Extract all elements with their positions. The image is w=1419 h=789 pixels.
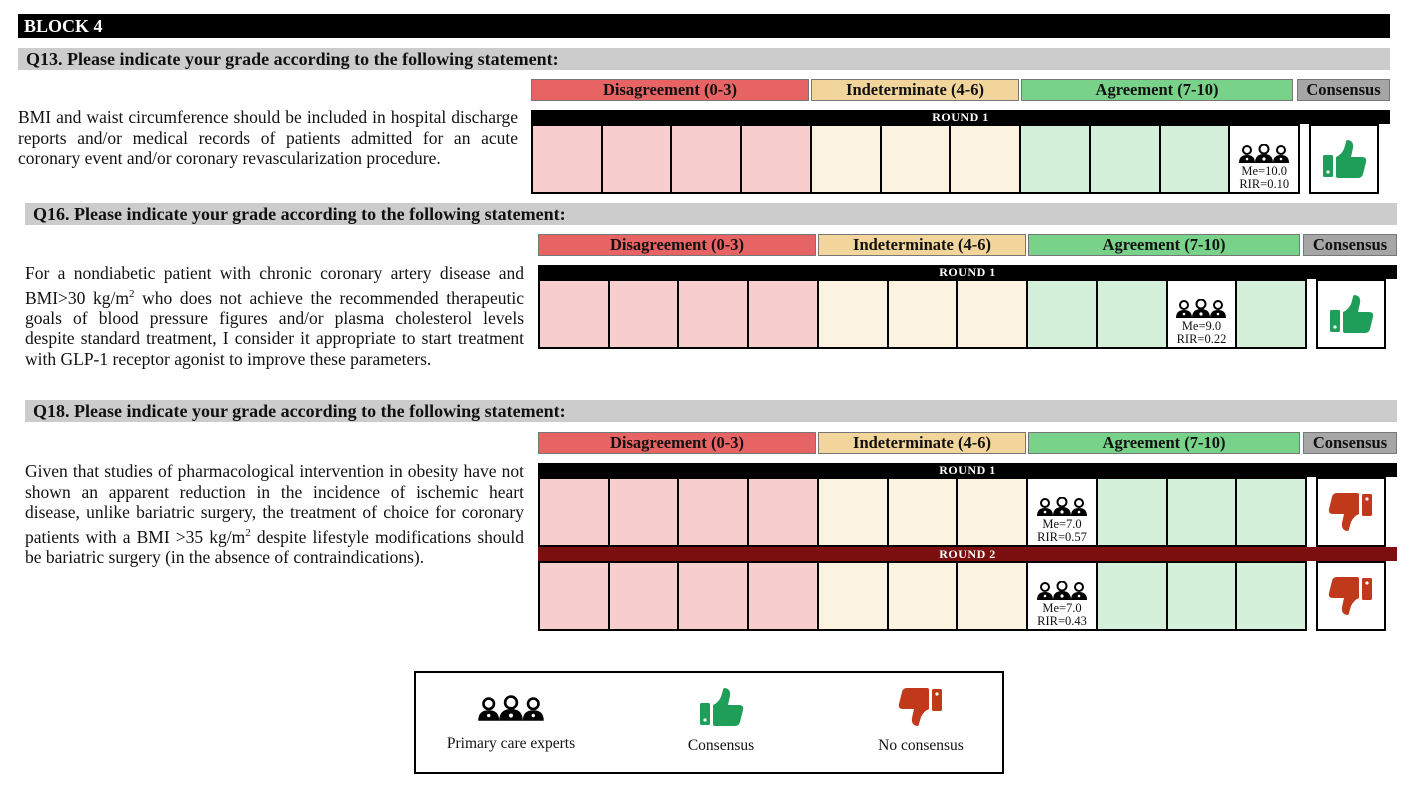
grade-cell (882, 126, 952, 192)
median-cell (1230, 126, 1298, 192)
grade-cell (610, 479, 680, 545)
grade-cell (819, 563, 889, 629)
thumbs-down-icon (1328, 492, 1374, 532)
q13-statement: BMI and waist circumference should be included in hospital discharge reports and/or medical records of patients admitted for an acute coronary event and/or coronary revascularization procedure. (18, 107, 518, 168)
median-value: Me=9.0 (1181, 319, 1222, 333)
q13-round1-bar: ROUND 1 (531, 110, 1390, 124)
grade-cell (610, 563, 680, 629)
q18-agreement-header: Agreement (7-10) (1028, 432, 1300, 454)
median-value: Me=7.0 (1042, 601, 1082, 615)
thumbs-up-icon (1321, 139, 1367, 179)
grade-cell (603, 126, 673, 192)
median-marker (1028, 497, 1096, 543)
grade-cell (819, 281, 889, 347)
grade-cell (672, 126, 742, 192)
median-marker (1028, 581, 1096, 627)
grade-cell (1168, 563, 1238, 629)
grade-cell (749, 479, 819, 545)
grade-cell (679, 479, 749, 545)
grade-cell (1161, 126, 1231, 192)
q13-round1-scale (531, 124, 1300, 194)
q18-disagreement-header: Disagreement (0-3) (538, 432, 816, 454)
grade-cell (951, 126, 1021, 192)
experts-icon (473, 695, 549, 723)
grade-cell (1237, 563, 1305, 629)
q16-round1-scale (538, 279, 1307, 349)
experts-icon (1172, 299, 1230, 319)
thumbs-down-icon (1328, 576, 1374, 616)
thumbs-up-icon (698, 687, 744, 727)
legend-experts-label: Primary care experts (446, 735, 576, 752)
median-value: Me=7.0 (1042, 517, 1082, 531)
q13-indeterminate-header: Indeterminate (4-6) (811, 79, 1019, 101)
grade-cell (540, 479, 610, 545)
q18-round1-no-consensus (1316, 477, 1386, 547)
experts-icon (1033, 497, 1091, 517)
grade-cell (1237, 479, 1305, 545)
q18-round1-bar: ROUND 1 (538, 463, 1397, 477)
grade-cell (1021, 126, 1091, 192)
grade-cell (1098, 479, 1168, 545)
grade-cell (610, 281, 680, 347)
legend-no-consensus (856, 687, 986, 755)
q18-round2-bar: ROUND 2 (538, 547, 1397, 561)
grade-cell (742, 126, 812, 192)
grade-cell (679, 281, 749, 347)
legend-consensus (666, 687, 776, 755)
grade-cell (1098, 281, 1168, 347)
thumbs-up-icon (1328, 294, 1374, 334)
grade-cell (819, 479, 889, 545)
q18-round1-scale (538, 477, 1307, 547)
q16-disagreement-header: Disagreement (0-3) (538, 234, 816, 256)
block-title: BLOCK 4 (18, 14, 1390, 38)
median-cell (1168, 281, 1238, 347)
median-marker (1168, 299, 1236, 345)
q18-round2-no-consensus (1316, 561, 1386, 631)
q18-round2-scale (538, 561, 1307, 631)
q13-round1-consensus (1309, 124, 1379, 194)
grade-cell (889, 563, 959, 629)
grade-cell (958, 479, 1028, 545)
q16-indeterminate-header: Indeterminate (4-6) (818, 234, 1026, 256)
q16-statement: For a nondiabetic patient with chronic coronary artery disease and BMI>30 $kg/m^2$ who does not achieve the recommended therapeutic goals of blood pressure figures and/or plasma cholesterol levels despite standard treatment, I consider it appropriate to start treatment with GLP-1 receptor agonist to improve these parameters. (25, 263, 524, 369)
grade-cell (1091, 126, 1161, 192)
experts-icon (1033, 581, 1091, 601)
q18-consensus-header: Consensus (1303, 432, 1397, 454)
grade-cell (958, 281, 1028, 347)
legend (414, 671, 1004, 774)
grade-cell (1168, 479, 1238, 545)
q16-agreement-header: Agreement (7-10) (1028, 234, 1300, 256)
grade-cell (540, 281, 610, 347)
rir-value: RIR=0.57 (1037, 529, 1087, 544)
median-marker (1230, 144, 1298, 190)
grade-cell (679, 563, 749, 629)
rir-value: RIR=0.22 (1176, 331, 1227, 346)
grade-cell (533, 126, 603, 192)
grade-cell (889, 281, 959, 347)
q13-agreement-header: Agreement (7-10) (1021, 79, 1293, 101)
q13-title: Q13. Please indicate your grade according to the following statement: (18, 48, 1390, 70)
q18-statement: Given that studies of pharmacological intervention in obesity have not shown an apparent reduction in the incidence of ischemic heart disease, unlike bariatric surgery, the treatment of choice for coronary patients with a BMI >35 $kg/m^2$ despite lifestyle modifications should be bariatric surgery (in the absence of contraindications). (25, 461, 524, 567)
experts-icon (1235, 144, 1293, 164)
legend-consensus-label: Consensus (687, 737, 755, 754)
q16-consensus-header: Consensus (1303, 234, 1397, 256)
legend-experts (430, 695, 592, 753)
q18-indeterminate-header: Indeterminate (4-6) (818, 432, 1026, 454)
grade-cell (889, 479, 959, 545)
grade-cell (1098, 563, 1168, 629)
grade-cell (540, 563, 610, 629)
grade-cell (1237, 281, 1305, 347)
q16-round1-bar: ROUND 1 (538, 265, 1397, 279)
rir-value: RIR=0.43 (1037, 613, 1087, 628)
grade-cell (1028, 281, 1098, 347)
median-value: Me=10.0 (1241, 164, 1287, 178)
q16-title: Q16. Please indicate your grade according to the following statement: (25, 203, 1397, 225)
grade-cell (749, 281, 819, 347)
legend-no-consensus-label: No consensus (878, 737, 964, 754)
q16-round1-consensus (1316, 279, 1386, 349)
rir-value: RIR=0.10 (1239, 176, 1290, 191)
q13-disagreement-header: Disagreement (0-3) (531, 79, 809, 101)
median-cell (1028, 563, 1098, 629)
q18-title: Q18. Please indicate your grade according to the following statement: (25, 400, 1397, 422)
median-cell (1028, 479, 1098, 545)
q13-consensus-header: Consensus (1297, 79, 1390, 101)
thumbs-down-icon (898, 687, 944, 727)
grade-cell (749, 563, 819, 629)
grade-cell (812, 126, 882, 192)
grade-cell (958, 563, 1028, 629)
